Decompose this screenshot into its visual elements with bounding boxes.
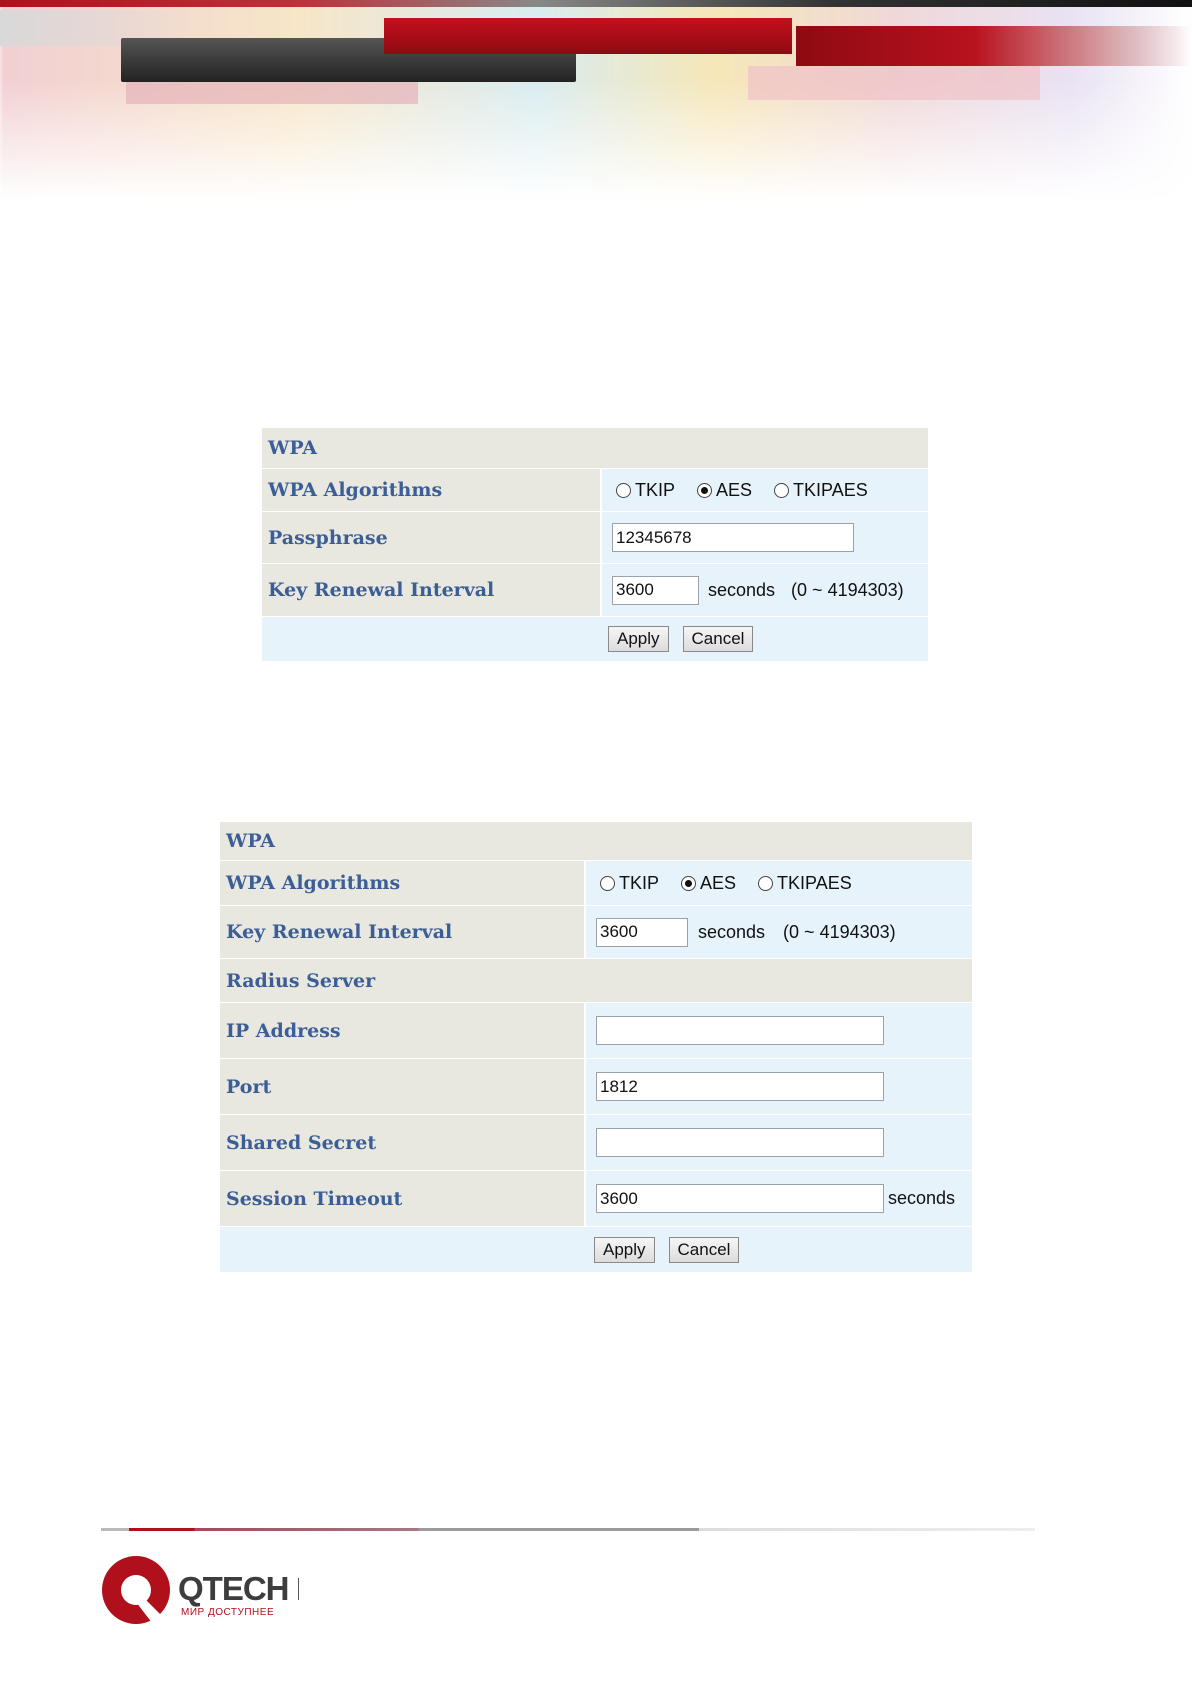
radio-label: TKIP [635,479,676,500]
shared-secret-row [220,1114,972,1170]
shared-secret-label: Shared Secret [226,1131,377,1154]
radio-tkip[interactable] [600,873,659,894]
key-renewal-label: Key Renewal Interval [268,579,495,601]
key-renewal-row [262,563,928,616]
radio-circle-selected[interactable] [697,483,712,498]
radio-aes[interactable] [697,480,752,501]
session-timeout-row [220,1170,972,1226]
panel-title: WPA [268,437,317,459]
footer-separator [298,1578,299,1600]
key-renewal-unit: seconds [698,921,766,942]
passphrase-label: Passphrase [268,526,388,549]
key-renewal-range: (0 ~ 4194303) [791,579,904,600]
wpa-algorithms-row [220,860,972,905]
port-label: Port [226,1075,272,1098]
radius-server-section-row [220,958,972,1002]
shared-secret-input[interactable] [596,1128,884,1157]
wpa-settings-panel-personal [262,428,928,661]
session-timeout-input[interactable] [596,1184,884,1213]
key-renewal-input[interactable] [596,918,688,947]
radio-label: TKIP [619,872,660,893]
cancel-button[interactable]: Cancel [669,1237,740,1263]
radius-server-title: Radius Server [226,969,376,992]
panel-title-row [220,822,972,860]
wpa-settings-panel-enterprise [220,822,972,1272]
port-input[interactable] [596,1072,884,1101]
session-timeout-unit: seconds [888,1188,956,1208]
key-renewal-unit: seconds [708,579,776,600]
panel-title: WPA [226,830,275,852]
port-row [220,1058,972,1114]
brand-tagline: МИР ДОСТУПНЕЕ [181,1607,275,1618]
ip-address-row [220,1002,972,1058]
radio-circle[interactable] [774,483,789,498]
radio-circle[interactable] [616,483,631,498]
key-renewal-row [220,905,972,958]
key-renewal-label: Key Renewal Interval [226,921,453,943]
wpa-algorithms-label: WPA Algorithms [226,872,401,894]
button-row [220,1226,972,1272]
brand-name: QTECH [178,1570,289,1607]
radio-tkipaes[interactable] [774,480,868,501]
radio-circle-selected[interactable] [681,876,696,891]
key-renewal-range: (0 ~ 4194303) [783,921,896,942]
radio-tkip[interactable] [616,480,675,501]
panel-title-row [262,428,928,468]
passphrase-input[interactable] [612,523,854,552]
footer-divider [101,1528,1035,1531]
apply-button[interactable]: Apply [608,626,669,652]
passphrase-row [262,511,928,563]
radio-label: AES [716,479,753,500]
cancel-button[interactable]: Cancel [683,626,754,652]
ip-address-input[interactable] [596,1016,884,1045]
radio-circle[interactable] [758,876,773,891]
radio-tkipaes[interactable] [758,873,852,894]
session-timeout-label: Session Timeout [226,1187,403,1210]
radio-label: TKIPAES [777,872,852,893]
wpa-algorithms-label: WPA Algorithms [268,479,443,501]
qtech-logo-icon [102,1556,174,1628]
ip-address-label: IP Address [226,1019,341,1042]
radio-circle[interactable] [600,876,615,891]
apply-button[interactable]: Apply [594,1237,655,1263]
button-row [262,616,928,661]
page-header-banner [0,0,1192,200]
radio-aes[interactable] [681,873,736,894]
key-renewal-input[interactable] [612,576,699,605]
radio-label: TKIPAES [793,479,868,500]
radio-label: AES [700,872,737,893]
wpa-algorithms-row [262,468,928,511]
